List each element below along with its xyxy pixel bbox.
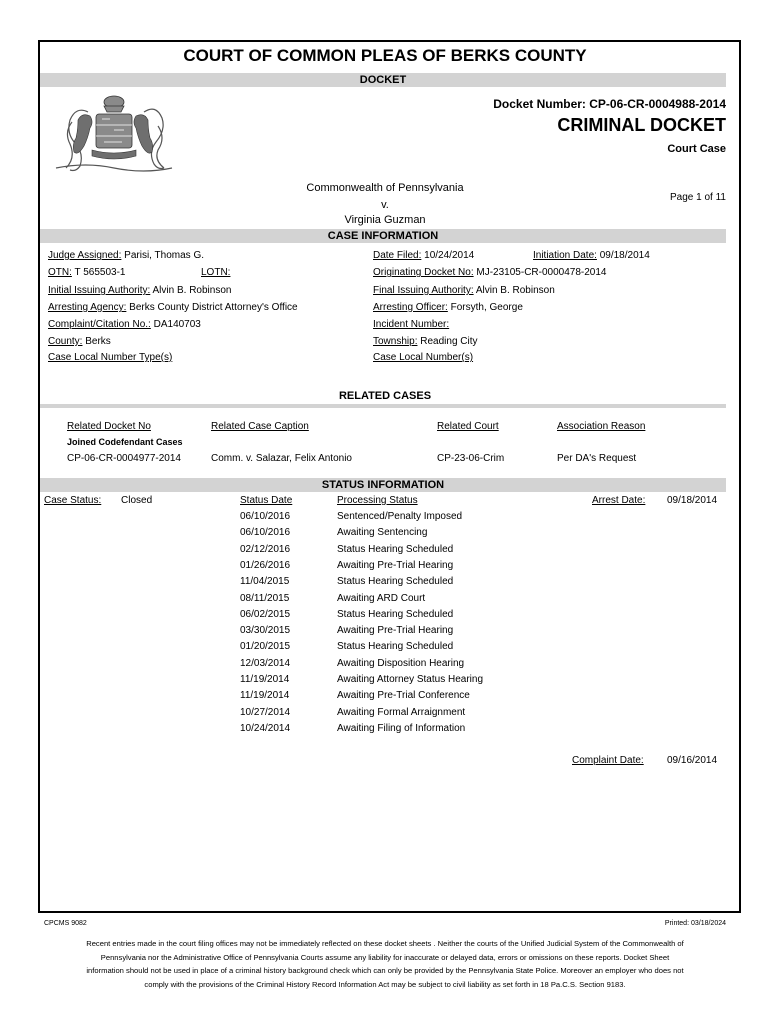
status-date: 02/12/2016 (240, 543, 291, 555)
col-related-court: Related Court (437, 421, 499, 432)
orig-docket-value: MJ-23105-CR-0000478-2014 (476, 267, 607, 278)
caption-defendant: Virginia Guzman (344, 214, 426, 226)
township-label: Township: (373, 336, 418, 347)
col-related-docket: Related Docket No (67, 421, 151, 432)
col-related-caption: Related Case Caption (211, 421, 309, 432)
processing-status: Awaiting Pre-Trial Hearing (337, 625, 454, 637)
caption-versus: v. (381, 199, 389, 211)
final-auth-value: Alvin B. Robinson (475, 285, 555, 296)
col-association-reason: Association Reason (557, 421, 646, 432)
status-date: 10/24/2014 (240, 722, 291, 734)
status-date: 03/30/2015 (240, 625, 291, 637)
status-date: 01/20/2015 (240, 641, 291, 653)
status-date: 11/04/2015 (240, 576, 290, 588)
docket-band: DOCKET (40, 73, 726, 87)
date-filed (373, 250, 474, 261)
status-date: 11/19/2014 (240, 674, 290, 685)
caption-plaintiff: Commonwealth of Pennsylvania (306, 182, 464, 194)
processing-status: Status Hearing Scheduled (337, 608, 454, 620)
initiation-label: Initiation Date: (533, 250, 597, 261)
related-group-label: Joined Codefendant Cases (67, 437, 183, 447)
related-cases-rule (40, 404, 726, 408)
date-filed-label: Date Filed: (373, 250, 422, 261)
disclaimer: Recent entries made in the court filing offices may not be immediately reflected on these docket sheets . Neither the courts of the Unified Judicial System of the Commonwealth of Pennsylvania nor the Administrative Office of Pennsylvania Courts assume any liability for inaccurate or delayed data, errors or omissions on these reports. Docket Sheet information should not be used in place of a criminal history background check which can only be provided by the Pennsylvania State Police. Moreover an employer who does not comply with the provisions of the Criminal History Record Information Act may be subject to civil liability as set forth in 18 Pa.C.S. Section 9183. (86, 939, 684, 989)
form-id: CPCMS 9082 (44, 920, 87, 927)
incident-number-label: Incident Number: (373, 319, 450, 330)
final-auth-label: Final Issuing Authority: (373, 285, 474, 296)
arrest-date-label: Arrest Date: (592, 495, 646, 506)
complaint-date-value: 09/16/2014 (667, 755, 718, 766)
processing-status: Awaiting Pre-Trial Hearing (337, 559, 454, 571)
processing-status: Awaiting Sentencing (337, 527, 428, 539)
pennsylvania-seal-icon (48, 92, 178, 176)
processing-status: Awaiting Pre-Trial Conference (337, 690, 470, 702)
status-date: 06/10/2016 (240, 527, 291, 539)
docket-number: Docket Number: CP-06-CR-0004988-2014 (493, 97, 726, 111)
initial-issuing-authority (48, 285, 231, 296)
processing-status: Status Hearing Scheduled (337, 641, 454, 653)
county (48, 336, 111, 347)
related-cases-heading: RELATED CASES (338, 390, 432, 402)
status-date: 12/03/2014 (240, 657, 291, 669)
arresting-agency-label: Arresting Agency: (48, 302, 127, 313)
page-number: Page 1 of 11 (670, 192, 726, 203)
initiation-date (533, 250, 650, 261)
status-information-band: STATUS INFORMATION (40, 478, 726, 492)
judge-assigned (48, 250, 204, 261)
otn-label: OTN: (48, 267, 72, 278)
final-issuing-authority (373, 285, 555, 296)
case-local-number-label: Case Local Number(s) (373, 352, 474, 363)
arresting-agency (48, 302, 298, 313)
county-value: Berks (85, 336, 111, 347)
case-information-band: CASE INFORMATION (40, 229, 726, 243)
arresting-officer (373, 302, 523, 313)
orig-docket-label: Originating Docket No: (373, 267, 474, 278)
date-filed-value: 10/24/2014 (424, 250, 475, 261)
processing-status: Awaiting ARD Court (337, 592, 426, 604)
status-date: 08/11/2015 (240, 592, 290, 604)
court-title: COURT OF COMMON PLEAS OF BERKS COUNTY (183, 46, 587, 65)
processing-status: Awaiting Filing of Information (337, 722, 466, 734)
complaint-date-label: Complaint Date: (572, 755, 644, 766)
arresting-officer-label: Arresting Officer: (373, 302, 448, 313)
initial-auth-value: Alvin B. Robinson (152, 285, 232, 296)
arresting-officer-value: Forsyth, George (450, 302, 523, 313)
related-caption-value: Comm. v. Salazar, Felix Antonio (211, 453, 352, 464)
arresting-agency-value: Berks County District Attorney's Office (129, 302, 298, 313)
col-status-date: Status Date (240, 495, 293, 506)
association-reason-value: Per DA's Request (557, 453, 637, 464)
col-processing-status: Processing Status (337, 495, 418, 506)
status-date: 10/27/2014 (240, 706, 291, 718)
judge-label: Judge Assigned: (48, 250, 122, 261)
status-date: 01/26/2016 (240, 559, 291, 571)
processing-status: Status Hearing Scheduled (337, 543, 454, 555)
processing-status: Awaiting Disposition Hearing (337, 657, 465, 669)
case-local-number-type-label: Case Local Number Type(s) (48, 352, 173, 363)
complaint-value: DA140703 (153, 319, 201, 330)
related-docket-value: CP-06-CR-0004977-2014 (67, 453, 181, 464)
status-date: 06/10/2016 (240, 511, 291, 522)
otn (48, 267, 125, 278)
county-label: County: (48, 336, 83, 347)
lotn-label: LOTN: (201, 267, 231, 278)
docket-type: CRIMINAL DOCKET (557, 115, 726, 135)
processing-status: Awaiting Formal Arraignment (337, 706, 466, 718)
processing-status: Status Hearing Scheduled (337, 576, 454, 588)
initial-auth-label: Initial Issuing Authority: (48, 285, 151, 296)
processing-status: Sentenced/Penalty Imposed (337, 511, 463, 522)
township-value: Reading City (420, 336, 478, 347)
printed-date: Printed: 03/18/2024 (664, 920, 726, 927)
case-status-label: Case Status: (44, 495, 102, 506)
judge-value: Parisi, Thomas G. (124, 250, 205, 261)
initiation-value: 09/18/2014 (599, 250, 650, 261)
arrest-date-value: 09/18/2014 (667, 495, 718, 506)
status-date: 06/02/2015 (240, 608, 291, 620)
case-status-value: Closed (121, 495, 153, 506)
related-court-value: CP-23-06-Crim (437, 453, 505, 464)
otn-value: T 565503-1 (74, 267, 126, 278)
processing-status: Awaiting Attorney Status Hearing (337, 674, 484, 685)
township (373, 336, 478, 347)
complaint-citation (48, 319, 201, 330)
originating-docket (373, 267, 606, 278)
status-date: 11/19/2014 (240, 690, 290, 702)
court-case-label: Court Case (667, 143, 726, 155)
complaint-label: Complaint/Citation No.: (48, 319, 151, 330)
